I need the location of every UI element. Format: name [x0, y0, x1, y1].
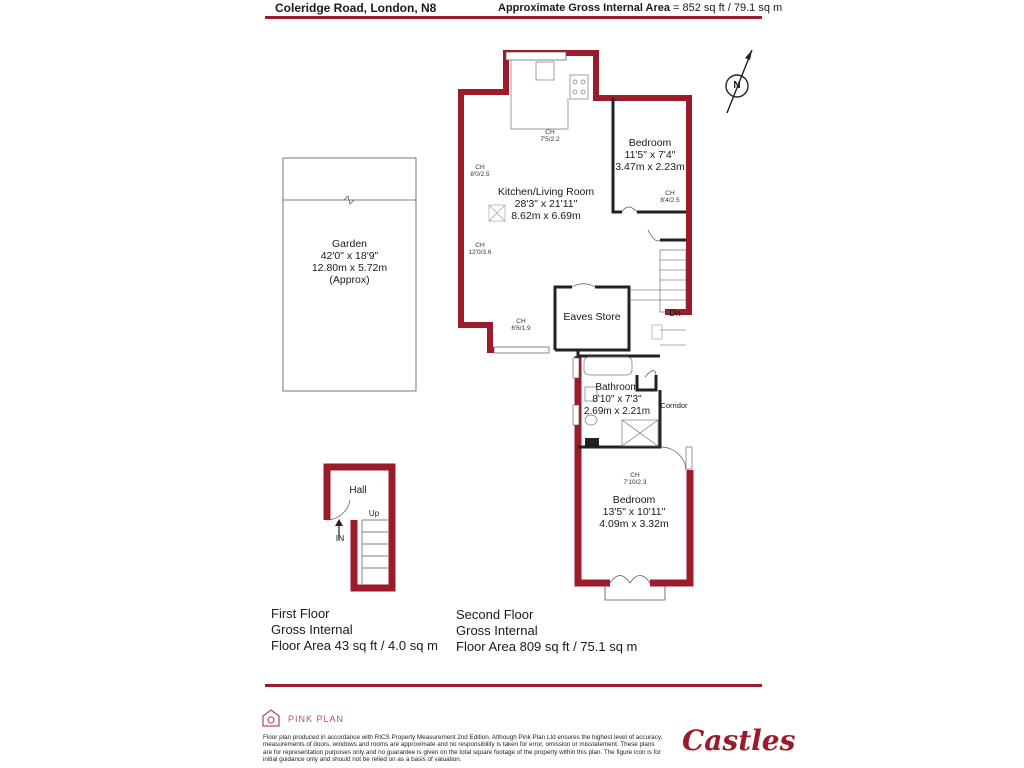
ch-kitchen-bottom: [504, 318, 538, 332]
ch-bedroom1: [655, 190, 685, 204]
bedroom1-label: [612, 137, 688, 173]
footer-rule: [265, 684, 762, 687]
garden-dim-ft: 42'0" x 18'9": [320, 250, 379, 262]
garden-label: [283, 238, 416, 286]
garden-name: Garden: [331, 238, 368, 250]
ch-label: CH: [475, 164, 485, 171]
entrance-label: IN: [335, 533, 345, 543]
pink-plan-brand: PINK PLAN: [288, 714, 345, 724]
garden-dim-m: 12.80m x 5.72m: [311, 262, 388, 274]
first-floor-title: First Floor: [271, 606, 330, 621]
kitchen-dim-ft: 28'3" x 21'11": [514, 198, 578, 210]
kitchen-name: Kitchen/Living Room: [497, 186, 595, 198]
property-address: Coleridge Road, London, N8: [275, 1, 437, 15]
ch-label: CH: [516, 318, 526, 325]
bedroom1-name: Bedroom: [628, 137, 672, 149]
ch-label: CH: [630, 472, 640, 479]
ch-kitchen-top: [533, 129, 567, 143]
first-floor-subtitle: Gross Internal: [271, 622, 353, 637]
first-floor-value: Floor Area 43 sq ft / 4.0 sq m: [271, 638, 438, 653]
ch-label: CH: [475, 242, 485, 249]
stairs-up-label: Up: [368, 509, 380, 518]
bedroom2-dim-ft: 13'5" x 10'11": [602, 506, 666, 518]
first-floor-area: [271, 606, 438, 654]
bedroom1-dim-ft: 11'5" x 7'4": [624, 149, 676, 161]
eaves-store-label: Eaves Store: [563, 311, 621, 323]
ch-value: 7'5/2.2: [540, 136, 560, 143]
kitchen-dim-m: 8.62m x 6.69m: [511, 210, 581, 222]
second-floor-title: Second Floor: [456, 607, 534, 622]
bathroom-dim-ft: 8'10" x 7'3": [592, 394, 642, 405]
disclaimer-text: Floor plan produced in accordance with RICS Property Measurement 2nd Edition. Although Pink Plan Ltd ensures the highest level of accuracy, measurements of doors, windows and rooms are approximate and no responsibility is taken for error, omission or misstatement. These plans are for representation purposes only and no guarantee is given on the total square footage of the property within this plan. The figure icon is for initial guidance only and should not be relied on as a basis of valuation.: [263, 734, 663, 764]
second-floor-area: [456, 607, 637, 655]
kitchen-label: [486, 186, 606, 222]
gross-area-value: = 852 sq ft / 79.1 sq m: [673, 2, 783, 14]
bathroom-dim-m: 2.69m x 2.21m: [583, 406, 651, 417]
bathroom-label: [582, 382, 652, 418]
gross-area-label: Approximate Gross Internal Area: [498, 2, 670, 14]
pink-plan-logo-icon: [262, 709, 280, 727]
kitchen-fittings: [511, 60, 588, 129]
ch-value: 8'0/2.5: [470, 171, 490, 178]
bathroom-name: Bathroom: [595, 382, 639, 393]
ch-kitchen-left: [463, 164, 497, 178]
stairs-down-label: Dn: [669, 308, 681, 318]
ch-value: 7'10/2.3: [623, 479, 647, 486]
bedroom2-dim-m: 4.09m x 3.32m: [599, 518, 669, 530]
bedroom1-dim-m: 3.47m x 2.23m: [615, 161, 685, 173]
ch-kitchen-mid: [463, 242, 497, 256]
ch-label: CH: [545, 129, 555, 136]
ch-value: 12'0/3.6: [468, 249, 492, 256]
second-floor-value: Floor Area 809 sq ft / 75.1 sq m: [456, 639, 638, 654]
second-floor-subtitle: Gross Internal: [456, 623, 538, 638]
garden-note: (Approx): [329, 274, 370, 286]
ch-bedroom2: [618, 472, 652, 486]
castles-logo: Castles: [682, 724, 796, 757]
corridor-label: Corridor: [660, 401, 688, 410]
ch-value: 8'4/2.5: [660, 197, 680, 204]
ch-value: 6'6/1.9: [511, 325, 531, 332]
bedroom2-label: [590, 494, 678, 530]
stairs-second: [629, 250, 686, 345]
ch-label: CH: [665, 190, 675, 197]
hall-label: Hall: [349, 485, 367, 496]
compass-letter: N: [733, 80, 741, 91]
bedroom2-name: Bedroom: [612, 494, 656, 506]
